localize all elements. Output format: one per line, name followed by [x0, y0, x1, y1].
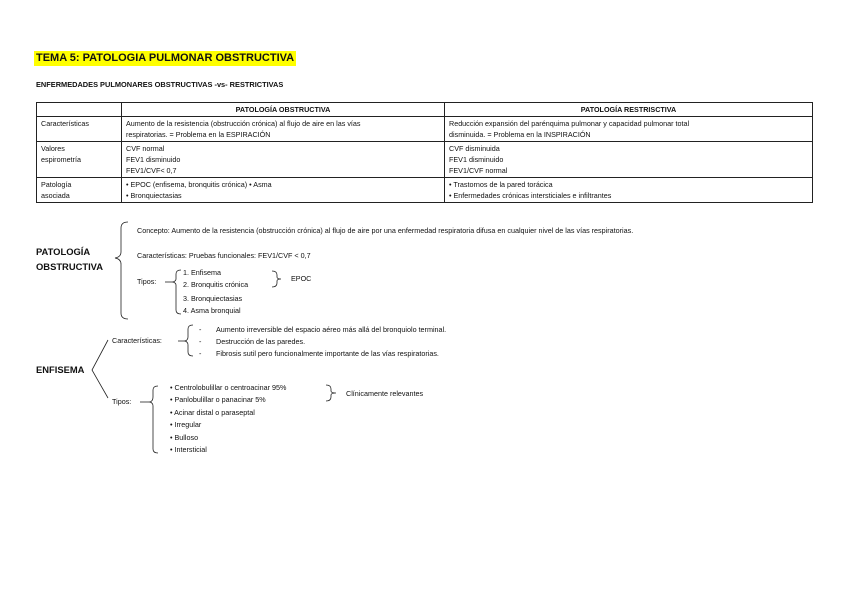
dash-bullet: -: [199, 337, 202, 346]
dash-bullet: -: [199, 349, 202, 358]
obstructiva-bracket: [115, 222, 128, 319]
enfisema-heading: ENFISEMA: [36, 364, 85, 375]
table-header-obstructiva: PATOLOGÍA OBSTRUCTIVA: [122, 103, 445, 117]
caracteristicas-bracket: [185, 325, 193, 356]
obstructiva-tipo-item: 3. Bronquiectasias: [183, 294, 243, 303]
dash-bullet: -: [199, 325, 202, 334]
row-label: Valores espirometría: [37, 142, 122, 178]
obstructiva-heading-line1: PATOLOGÍA: [36, 246, 91, 257]
epoc-label: EPOC: [291, 274, 312, 283]
clinicamente-bracket: [326, 385, 336, 401]
obstructiva-concepto: Concepto: Aumento de la resistencia (obstrucción crónica) al flujo de aire por una enfermedad respiratoria difusa en cualquier nivel de las vías respiratorias.: [137, 226, 634, 235]
enfisema-tipo-item: • Panlobulillar o panacinar 5%: [170, 395, 266, 404]
tipos-bracket: [173, 270, 181, 314]
enfisema-tipo-item: • Irregular: [170, 420, 202, 429]
enfisema-angle-bracket: [92, 340, 108, 398]
cell-restrictiva: CVF disminuida FEV1 disminuido FEV1/CVF normal: [445, 142, 813, 178]
cell-obstructiva: Aumento de la resistencia (obstrucción crónica) al flujo de aire en las vías respiratorias. = Problema en la ESPIRACIÓN: [122, 117, 445, 142]
enfisema-tipo-item: • Bulloso: [170, 433, 199, 442]
enfisema-tipo-item: • Centrolobulillar o centroacinar 95%: [170, 383, 287, 392]
page-subtitle: ENFERMEDADES PULMONARES OBSTRUCTIVAS -vs- RESTRICTIVAS: [36, 80, 284, 89]
enfisema-caracteristica-item: Destrucción de las paredes.: [216, 337, 306, 346]
enfisema-caracteristica-item: Fibrosis sutil pero funcionalmente importante de las vías respiratorias.: [216, 349, 439, 358]
enfisema-tipo-item: • Intersticial: [170, 445, 207, 454]
obstructiva-caracteristicas: Características: Pruebas funcionales: FEV1/CVF < 0,7: [137, 251, 311, 260]
obstructiva-tipo-item: 2. Bronquitis crónica: [183, 280, 249, 289]
cell-obstructiva: CVF normal FEV1 disminuido FEV1/CVF< 0,7: [122, 142, 445, 178]
enfisema-caracteristica-item: Aumento irreversible del espacio aéreo más allá del bronquiolo terminal.: [216, 325, 447, 334]
clinicamente-label: Clínicamente relevantes: [346, 389, 424, 398]
page-title: TEMA 5: PATOLOGIA PULMONAR OBSTRUCTIVA: [36, 52, 295, 64]
row-label: Patología asociada: [37, 178, 122, 203]
obstructiva-tipo-item: 1. Enfisema: [183, 268, 221, 277]
row-label: Características: [37, 117, 122, 142]
enfisema-caracteristicas-label: Características:: [112, 336, 162, 345]
enfisema-tipos-label: Tipos:: [112, 397, 132, 406]
table-header-restrictiva: PATOLOGÍA RESTRISCTIVA: [445, 103, 813, 117]
cell-obstructiva: • EPOC (enfisema, bronquitis crónica) • Asma • Bronquiectasias: [122, 178, 445, 203]
obstructiva-tipo-item: 4. Asma bronquial: [183, 306, 241, 315]
cell-restrictiva: Reducción expansión del parénquima pulmonar y capacidad pulmonar total disminuida. = Problema en la INSPIRACIÓN: [445, 117, 813, 142]
cell-restrictiva: • Trastornos de la pared torácica • Enfermedades crónicas intersticiales e infiltrantes: [445, 178, 813, 203]
epoc-bracket: [272, 271, 281, 287]
enfisema-tipos-bracket: [150, 386, 158, 453]
enfisema-tipo-item: • Acinar distal o paraseptal: [170, 408, 255, 417]
obstructiva-heading-line2: OBSTRUCTIVA: [36, 261, 104, 272]
obstructiva-tipos-label: Tipos:: [137, 277, 157, 286]
